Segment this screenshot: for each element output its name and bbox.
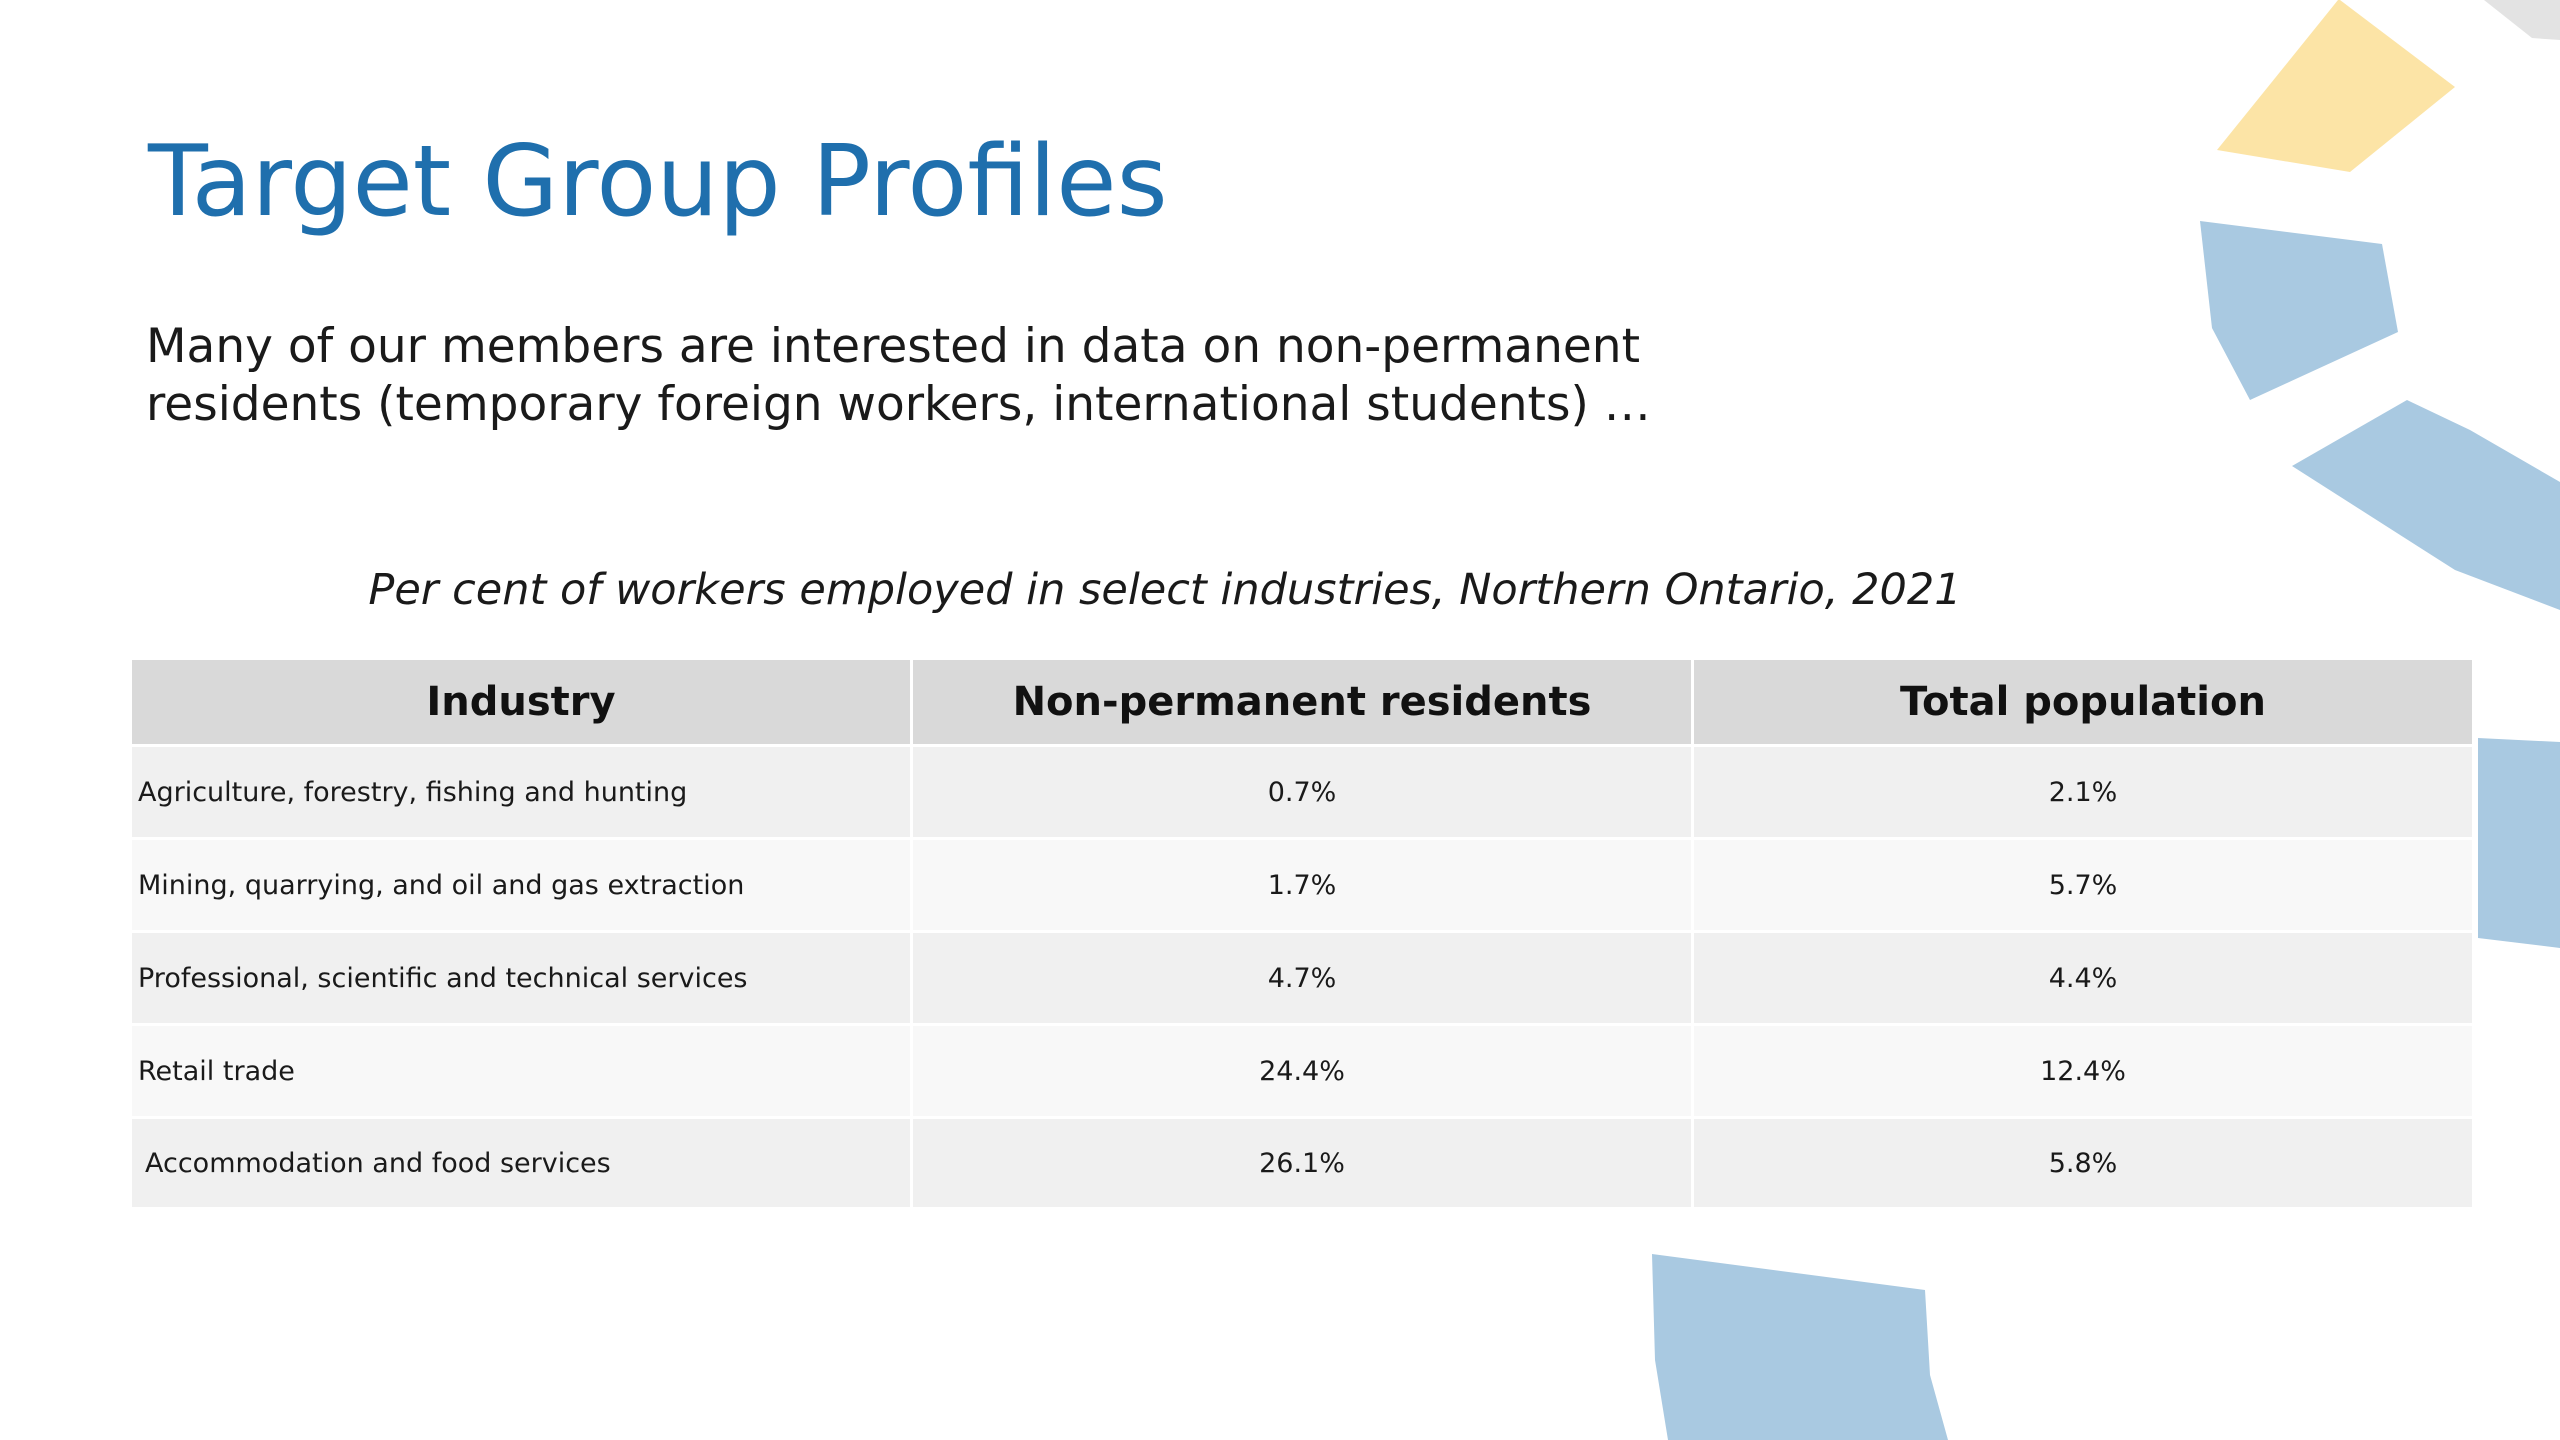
table-caption: Per cent of workers employed in select industries, Northern Ontario, 2021: [368, 565, 1962, 615]
industry-cell: Retail trade: [132, 1026, 910, 1116]
total-cell: 5.7%: [1694, 840, 2472, 930]
table-row: [132, 747, 2472, 837]
header-non-permanent-residents: Non-permanent residents: [913, 660, 1691, 744]
deco-gray-segment: [2484, 0, 2560, 40]
table-row: [132, 1119, 2472, 1207]
table-header-row: [132, 660, 2472, 744]
industry-cell: Accommodation and food services: [132, 1119, 910, 1207]
industry-cell: Professional, scientific and technical services: [132, 933, 910, 1023]
page-title: Target Group Profiles: [148, 125, 1168, 239]
industry-table: [129, 657, 2475, 1210]
deco-blue-segment-bottom: [1652, 1254, 1948, 1440]
total-cell: 2.1%: [1694, 747, 2472, 837]
header-industry: Industry: [132, 660, 910, 744]
header-total-population: Total population: [1694, 660, 2472, 744]
intro-text: Many of our members are interested in data on non-permanent residents (temporary foreign workers, international students) …: [146, 319, 1651, 432]
table-row: [132, 840, 2472, 930]
deco-yellow-segment: [2217, 0, 2455, 172]
deco-blue-segment-right: [2478, 738, 2560, 948]
npr-cell: 26.1%: [913, 1119, 1691, 1207]
table-row: [132, 1026, 2472, 1116]
deco-blue-segment-upper: [2200, 221, 2398, 400]
deco-blue-segment-middle: [2292, 400, 2560, 610]
industry-cell: Agriculture, forestry, fishing and hunting: [132, 747, 910, 837]
total-cell: 4.4%: [1694, 933, 2472, 1023]
total-cell: 12.4%: [1694, 1026, 2472, 1116]
npr-cell: 0.7%: [913, 747, 1691, 837]
npr-cell: 1.7%: [913, 840, 1691, 930]
npr-cell: 24.4%: [913, 1026, 1691, 1116]
npr-cell: 4.7%: [913, 933, 1691, 1023]
total-cell: 5.8%: [1694, 1119, 2472, 1207]
industry-cell: Mining, quarrying, and oil and gas extraction: [132, 840, 910, 930]
table-row: [132, 933, 2472, 1023]
